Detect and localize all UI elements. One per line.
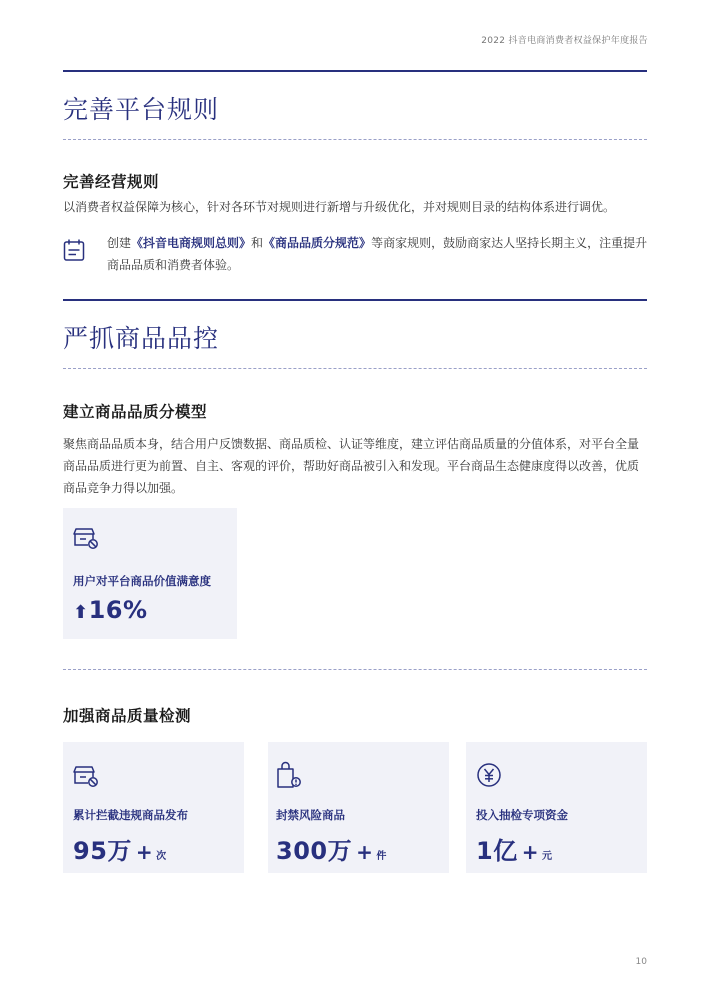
business-rules-paragraph: 以消费者权益保障为核心，针对各环节对规则进行新增与升级优化，并对规则目录的结构体系进行调优。 <box>63 200 616 214</box>
section-top-rule <box>63 70 647 72</box>
satisfaction-label: 用户对平台商品价值满意度 <box>73 574 211 588</box>
section-divider <box>63 669 647 670</box>
shop-prohibited-icon <box>73 526 99 554</box>
satisfaction-stat-card <box>63 508 237 639</box>
stat-unit: 件 <box>376 851 387 862</box>
arrow-up-icon: ⬆ <box>73 602 89 623</box>
section-top-rule <box>63 299 647 301</box>
bag-warning-icon <box>276 761 302 793</box>
stat-label: 累计拦截违规商品发布 <box>73 808 188 822</box>
section-divider <box>63 139 647 140</box>
section-title-quality-control: 严抓商品品控 <box>63 324 220 353</box>
subsection-title-quality-model: 建立商品品质分模型 <box>63 403 208 421</box>
calendar-icon <box>63 238 85 262</box>
stat-value: 95万 + 次 <box>73 837 167 865</box>
rules-note: 创建《抖音电商规则总则》和《商品品质分规范》等商家规则，鼓励商家达人坚持长期主义，注重提升商品品质和消费者体验。 <box>107 236 648 272</box>
stat-unit: 元 <box>541 851 553 862</box>
subsection-title-business-rules: 完善经营规则 <box>63 173 160 191</box>
stat-card-blocked-listings <box>63 742 244 873</box>
yuan-coin-icon <box>476 762 502 792</box>
report-header-title: 2022 抖音电商消费者权益保护年度报告 <box>481 36 648 46</box>
stat-value: 300万 + 件 <box>276 837 387 865</box>
shop-prohibited-icon <box>73 764 99 792</box>
stat-label: 封禁风险商品 <box>276 808 345 822</box>
quality-model-paragraph: 聚焦商品品质本身，结合用户反馈数据、商品质检、认证等维度，建立评估商品质量的分值体系，对平台全量商品品质进行更为前置、自主、客观的评价，帮助好商品被引入和发现。平台商品生态健康度得以改善，优质商品竞争力得以加强。 <box>63 437 640 495</box>
subsection-title-quality-testing: 加强商品质量检测 <box>63 707 192 725</box>
page-number: 10 <box>635 957 647 967</box>
stat-card-inspection-funds <box>466 742 647 873</box>
rule-name-quality: 《商品品质分规范》 <box>263 236 372 250</box>
stat-label: 投入抽检专项资金 <box>476 808 568 822</box>
satisfaction-value: ⬆16% <box>73 596 148 624</box>
section-divider <box>63 368 647 369</box>
rule-name-general: 《抖音电商规则总则》 <box>131 236 252 250</box>
stat-unit: 次 <box>156 851 167 862</box>
section-title-platform-rules: 完善平台规则 <box>63 95 220 124</box>
stat-card-banned-products <box>268 742 449 873</box>
stat-value: 1亿 + 元 <box>476 837 553 865</box>
